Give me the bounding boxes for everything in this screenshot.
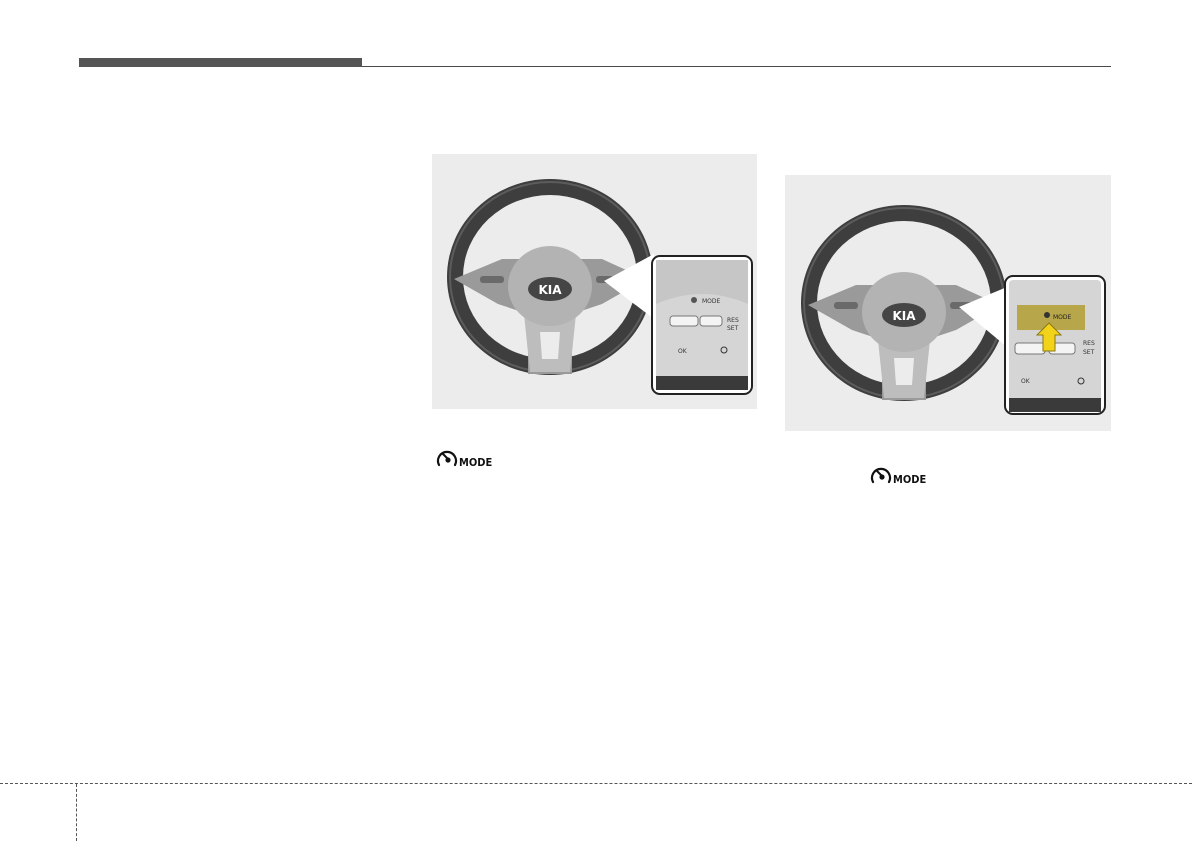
header-rule [362,66,1111,67]
svg-text:MODE: MODE [702,298,721,305]
footer-rule [0,783,1192,784]
svg-text:SET: SET [727,325,739,332]
speedometer-icon [436,448,458,470]
svg-text:OK: OK [678,348,687,355]
steering-wheel-figure-2 [785,175,1111,431]
svg-text:SET: SET [1083,349,1095,356]
header-bar [79,58,362,67]
speedometer-icon [870,465,892,487]
mode-button-symbol [436,446,492,472]
mode-label: MODE [893,472,927,486]
svg-text:MODE: MODE [1053,314,1072,321]
kia-logo: KIA [538,283,562,297]
svg-text:KIA: KIA [892,309,916,323]
svg-text:RES: RES [1083,340,1095,347]
mode-label: MODE [459,455,493,469]
mode-button-symbol-2 [870,463,926,489]
footer-divider [76,784,77,841]
svg-text:OK: OK [1021,378,1030,385]
svg-text:RES: RES [727,317,739,324]
steering-wheel-figure-1 [432,154,757,409]
